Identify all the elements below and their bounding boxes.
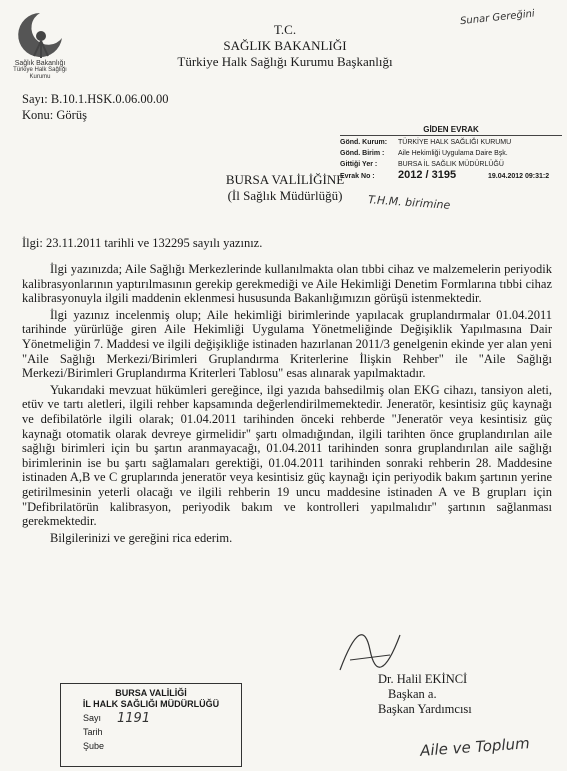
stamp-value: BURSA İL SAĞLIK MÜDÜRLÜĞÜ	[398, 161, 504, 168]
paragraph: Yukarıdaki mevzuat hükümleri gereğince, ilgi yazıda bahsedilmiş olan EKG cihazı, tansiyon aleti, etüv ve tartı aletleri, ilgili rehber kapsamında değerlendirilmemektedir. Jeneratör, kesintisiz güç kaynağı ve defibilatörle ilgili olarak; 01.04.2011 tarihinden önceki rehberde "Jeneratör veya kesintisiz güç kaynağı otomatik olarak devreye girmelidir" şartı olmadığından, ilgili tarihten önce gruplandırılan aile sağlığı birimleri için bu şartın aranmayacağı, 01.04.2011 tarihinden sonra gruplandırılan aile sağlığı birimlerinin ise bu şartı sağlamaları gerektiği, 01.04.2011 tarihinden sonraki rehberin 28. Maddesine istinaden A,B ve C gruplarında jeneratör veya kesintisiz güç kaynağı için periyodik bakım şartının yerine getirilmesinin yeterli olacağı ve ilgili rehberin 19 uncu maddesine istinaden A ve B grupları için "Defibrilatörün kalibrasyon, periyodik bakım ve kontrolleri yapılmalıdır" şartının sağlanması gerekmektedir.	[22, 382, 552, 529]
reference-line: İlgi: 23.11.2011 tarihli ve 132295 sayılı yazınız.	[22, 236, 263, 250]
stamp-number: 1191	[117, 711, 151, 726]
handwritten-note-bottom: Aile ve Toplum	[419, 734, 531, 760]
signature-scribble	[330, 620, 410, 680]
logo-line2: Türkiye Halk Sağlığı Kurumu	[13, 67, 67, 80]
letterhead	[130, 22, 440, 70]
document-number: Sayı: B.10.1.HSK.0.06.00.00	[22, 92, 169, 106]
addressee	[190, 172, 380, 204]
handwritten-note-top: Sunar Gereğini	[459, 8, 536, 28]
logo-caption	[8, 60, 72, 81]
addressee-governorship: BURSA VALİLİĞİNE	[225, 172, 345, 187]
stamp-line2: İL HALK SAĞLIĞI MÜDÜRLÜĞÜ	[82, 699, 220, 709]
stamp-label: Şube	[83, 741, 105, 751]
stamp-label: Gittiği Yer :	[340, 161, 378, 168]
stamp-label: Gönd. Kurum:	[340, 139, 388, 146]
header-tc: T.C.	[273, 22, 297, 37]
stamp-label: Gönd. Birim :	[340, 150, 385, 157]
handwritten-note-middle: T.H.M. birimine	[367, 193, 451, 212]
addressee-directorate: (İl Sağlık Müdürlüğü)	[227, 188, 343, 203]
paragraph: İlgi yazınız incelenmiş olup; Aile hekimliği birimlerinde yapılacak gruplandırmalar 01.04.2011 tarihinde yürürlüğe giren Aile Hekimliği Uygulama Yönetmeliğinde Değişiklik Yapılmasına Dair Yönetmeliğin 7. Maddesi ve ilgili değişikliğe istinaden hazırlanan 2011/3 genelgenin ekinde yer alan yeni "Aile Sağlığı Merkezi/Birimleri Gruplandırma Kriterlerine İlişkin Rehber" ile "Aile Sağlığı Merkezi/Birimleri Gruplandırma Kriterleri Tablosu" esas alınarak yapılmaktadır.	[22, 307, 552, 381]
stamp-label: Tarih	[83, 727, 103, 737]
header-ministry: SAĞLIK BAKANLIĞI	[223, 38, 347, 53]
stamp-line1: BURSA VALİLİĞİ	[115, 688, 187, 698]
stamp-title: GİDEN EVRAK	[340, 124, 562, 136]
stamp-label: Evrak No :	[340, 173, 375, 180]
signatory-name: Dr. Halil EKİNCİ	[378, 672, 468, 686]
signatory-subtitle: Başkan Yardımcısı	[378, 702, 472, 716]
evrak-date: 19.04.2012 09:31:2	[488, 173, 550, 180]
bursa-receipt-stamp	[60, 683, 242, 767]
letter-body	[22, 262, 552, 547]
stamp-label: Sayı	[83, 713, 102, 723]
stamp-value: Aile Hekimliği Uygulama Daire Bşk.	[398, 150, 508, 157]
logo-line1: Sağlık Bakanlığı	[14, 60, 66, 67]
evrak-number: 2012 / 3195	[398, 169, 457, 181]
paragraph: İlgi yazınızda; Aile Sağlığı Merkezlerinde kullanılmakta olan tıbbi cihaz ve malzemelerin periyodik kalibrasyonlarının yaptırılmasının gerekip gerekmediği ve Aile Hekimliği Denetim Formlarına tıbbi cihaz kalibrasyonuyla ilgili maddenin eklenmesi hususunda Bakanlığımızın görüşü istenmektedir.	[22, 262, 552, 306]
document-subject: Konu: Görüş	[22, 108, 87, 122]
signatory-title: Başkan a.	[388, 687, 437, 701]
paragraph: Bilgilerinizi ve gereğini rica ederim.	[50, 530, 233, 545]
signature-block	[378, 672, 472, 717]
crescent-star-icon	[10, 8, 70, 63]
header-institution: Türkiye Halk Sağlığı Kurumu Başkanlığı	[177, 54, 393, 69]
stamp-value: TÜRKİYE HALK SAĞLIĞI KURUMU	[398, 139, 512, 146]
